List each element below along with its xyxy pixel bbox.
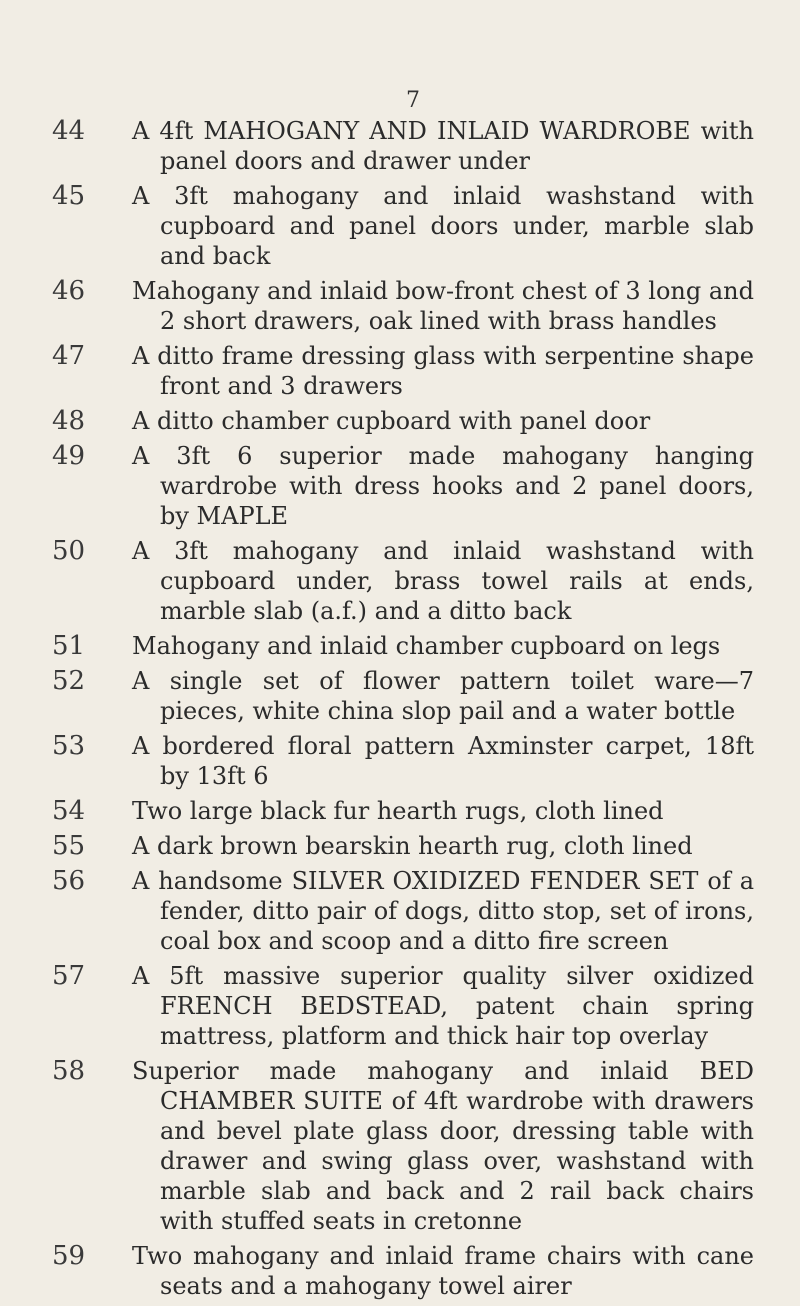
lot-entry (0, 1056, 800, 1236)
lot-number: 52 (52, 666, 86, 696)
lot-number: 45 (52, 181, 86, 211)
lot-description: A 5ft massive superior quality silver oxidized FRENCH BEDSTEAD, patent chain spring mattress, platform and thick hair top overlay (132, 962, 754, 1050)
lot-entry (0, 276, 800, 336)
lot-number: 56 (52, 866, 86, 896)
lot-description: A ditto frame dressing glass with serpentine shape front and 3 drawers (132, 342, 754, 400)
lot-entry (0, 181, 800, 271)
lot-number: 57 (52, 961, 86, 991)
lot-description: A bordered floral pattern Axminster carpet, 18ft by 13ft 6 (132, 732, 754, 790)
lot-number: 53 (52, 731, 86, 761)
lot-entry (0, 406, 800, 436)
lot-number: 59 (52, 1241, 86, 1271)
lot-description: A single set of flower pattern toilet ware—7 pieces, white china slop pail and a water bottle (132, 667, 754, 725)
lot-entry (0, 1241, 800, 1301)
lot-number: 51 (52, 631, 86, 661)
lot-number: 48 (52, 406, 86, 436)
page-mark: 7 (406, 88, 420, 113)
lot-number: 46 (52, 276, 86, 306)
lot-entry (0, 116, 800, 176)
lot-description: A 4ft MAHOGANY AND INLAID WARDROBE with panel doors and drawer under (132, 117, 754, 175)
lot-entry (0, 441, 800, 531)
lot-number: 54 (52, 796, 86, 826)
lot-description: A 3ft mahogany and inlaid washstand with cupboard under, brass towel rails at ends, marble slab (a.f.) and a ditto back (132, 537, 754, 625)
lot-list (0, 116, 800, 1306)
lot-number: 47 (52, 341, 86, 371)
lot-description: A ditto chamber cupboard with panel door (132, 407, 651, 435)
lot-entry (0, 631, 800, 661)
lot-entry (0, 341, 800, 401)
lot-entry (0, 831, 800, 861)
lot-description: Mahogany and inlaid bow-front chest of 3 long and 2 short drawers, oak lined with brass handles (132, 277, 754, 335)
lot-description: Mahogany and inlaid chamber cupboard on legs (132, 632, 721, 660)
lot-entry (0, 866, 800, 956)
lot-description: A 3ft mahogany and inlaid washstand with cupboard and panel doors under, marble slab and back (132, 182, 754, 270)
lot-number: 55 (52, 831, 86, 861)
lot-description: Superior made mahogany and inlaid BED CHAMBER SUITE of 4ft wardrobe with drawers and bevel plate glass door, dressing table with drawer and swing glass over, washstand with marble slab and back and 2 rail back chairs with stuffed seats in cretonne (132, 1057, 754, 1235)
lot-number: 50 (52, 536, 86, 566)
lot-number: 49 (52, 441, 86, 471)
lot-number: 58 (52, 1056, 86, 1086)
lot-entry (0, 961, 800, 1051)
lot-entry (0, 536, 800, 626)
lot-entry (0, 731, 800, 791)
lot-number: 44 (52, 116, 86, 146)
lot-entry (0, 666, 800, 726)
lot-description: Two large black fur hearth rugs, cloth lined (132, 797, 664, 825)
lot-description: Two mahogany and inlaid frame chairs with cane seats and a mahogany towel airer (132, 1242, 754, 1300)
lot-description: A handsome SILVER OXIDIZED FENDER SET of a fender, ditto pair of dogs, ditto stop, set of irons, coal box and scoop and a ditto fire screen (132, 867, 754, 955)
lot-description: A dark brown bearskin hearth rug, cloth lined (132, 832, 693, 860)
lot-entry (0, 796, 800, 826)
lot-description: A 3ft 6 superior made mahogany hanging wardrobe with dress hooks and 2 panel doors, by MAPLE (132, 442, 754, 530)
